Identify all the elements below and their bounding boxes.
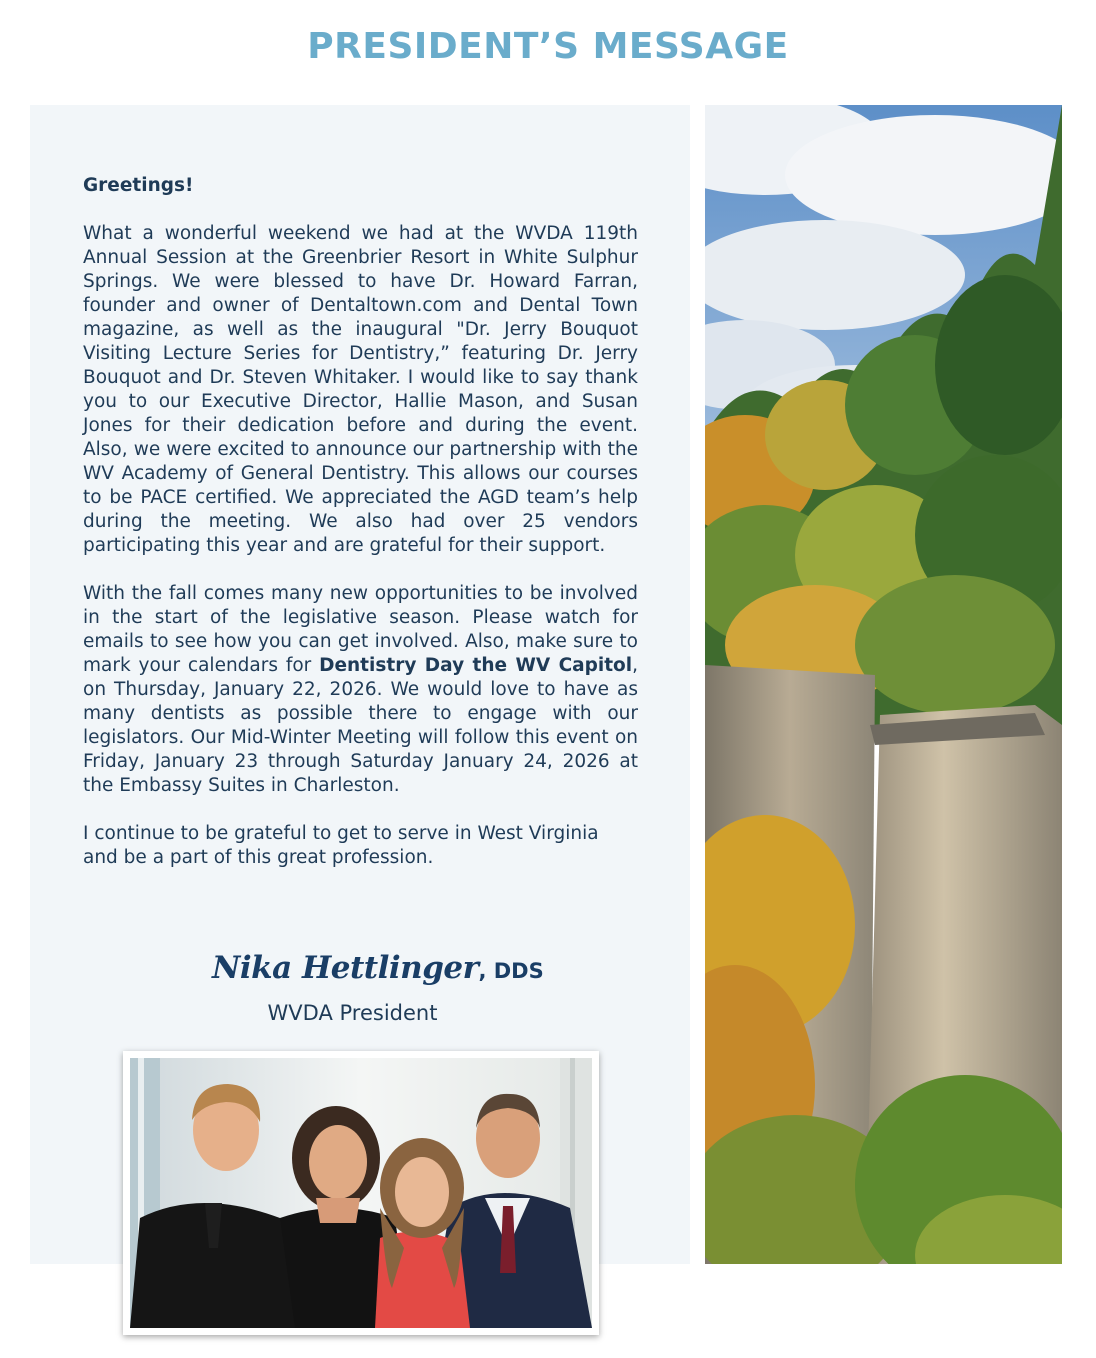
signature-name: Nika Hettlinger (212, 950, 479, 986)
family-photo (123, 1051, 599, 1335)
landscape-photo (705, 105, 1062, 1264)
family-photo-image (130, 1058, 592, 1328)
signature-credential: , DDS (478, 959, 544, 983)
paragraph-2-rest: , on Thursday, January 22, 2026. We would love to have as many dentists as possible there to engage with our legislators. Our Mid-Winter Meeting will follow this event on Friday, January 23 through Saturday January 24, 2026 at the Embassy Suites in Charleston. (83, 655, 638, 796)
paragraph-1: What a wonderful weekend we had at the WVDA 119th Annual Session at the Greenbrier Resort in White Sulphur Springs. We were blessed to have Dr. Howard Farran, founder and owner of Dentaltown.com and Dental Town magazine, as well as the inaugural "Dr. Jerry Bouquot Visiting Lecture Series for Dentistry,” featuring Dr. Jerry Bouquot and Dr. Steven Whitaker. I would like to say thank you to our Executive Director, Hallie Mason, and Susan Jones for their dedication before and during the event. Also, we were excited to announce our partnership with the WV Academy of General Dentistry. This allows our courses to be PACE certified. We appreciated the AGD team’s help during the meeting. We also had over 25 vendors participating this year and are grateful for their support. (83, 223, 638, 556)
signature (212, 950, 544, 994)
page-title: PRESIDENT’S MESSAGE (307, 26, 789, 67)
dentistry-day-highlight: Dentistry Day the WV Capitol (319, 655, 633, 676)
greeting: Greetings! (83, 175, 194, 196)
signature-role: WVDA President (267, 1001, 438, 1025)
letter-body (83, 174, 638, 894)
paragraph-2 (83, 582, 638, 798)
paragraph-2-intro: With the fall comes many new opportunities to be involved in the start of the legislative season. Please watch for emails to see how you can get involved. Also, make sure to mark your calendars for (83, 583, 638, 676)
paragraph-3: I continue to be grateful to get to serve in West Virginia and be a part of this great profession. (83, 823, 599, 868)
